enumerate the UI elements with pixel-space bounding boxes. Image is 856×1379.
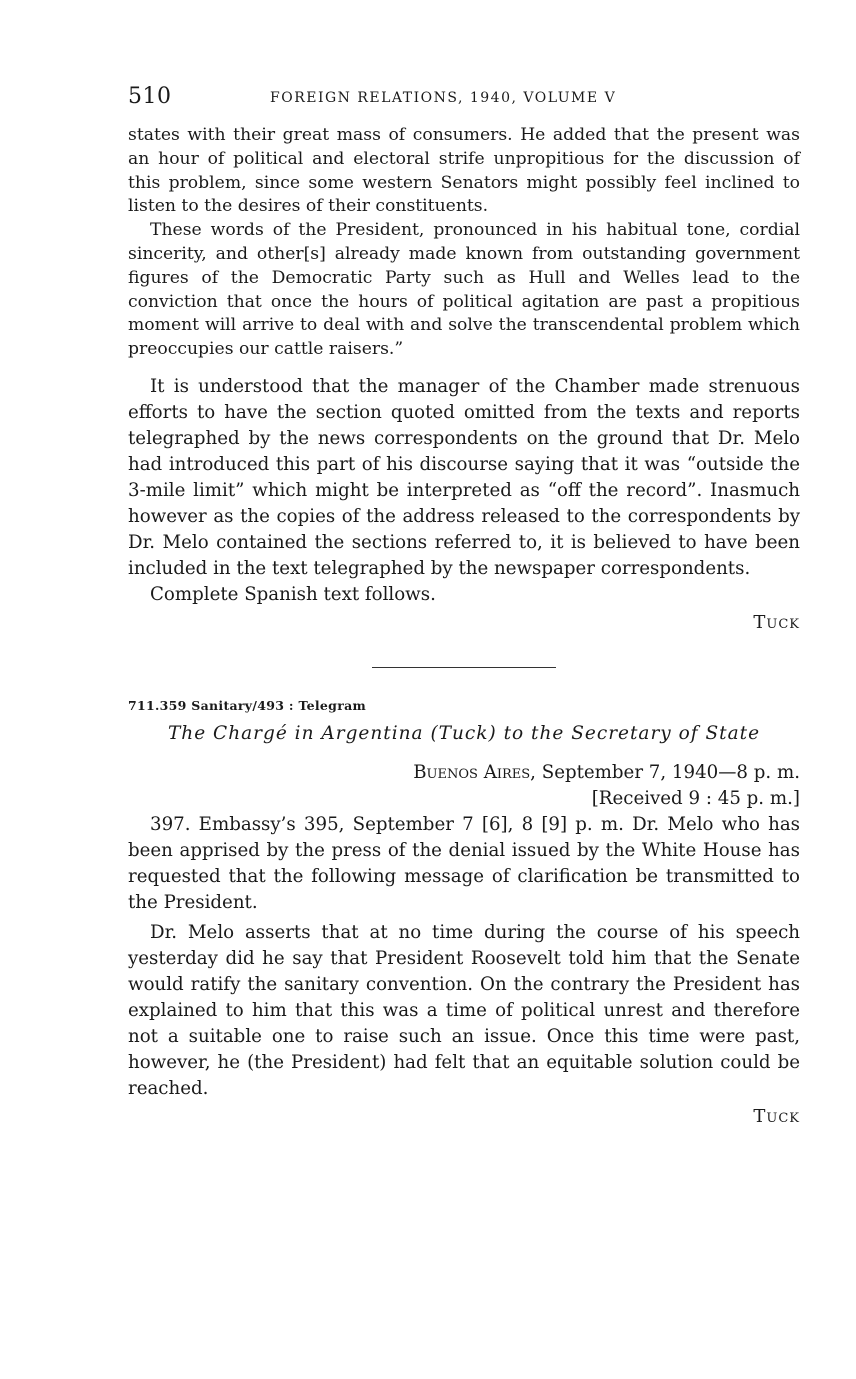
signature: Tuck — [753, 611, 800, 633]
page-header — [128, 84, 800, 114]
file-reference: 711.359 Sanitary/493 : Telegram — [128, 697, 367, 713]
body-paragraph: Dr. Melo asserts that at no time during the course of his speech yesterday did he say that President Roosevelt told him that the Senate would ratify the sanitary convention. On the contrary the President has explained to him that this was a time of political unrest and therefore not a suitable one to raise such an issue. Once this time were past, however, he (the President) had felt that an equitable solution could be reached. — [128, 921, 800, 1099]
body-paragraph: 397. Embassy’s 395, September 7 [6], 8 [9] p. m. Dr. Melo who has been apprised by the press of the denial issued by the White House has requested that the following message of clarification be transmitted to the President. — [128, 813, 800, 913]
signature: Tuck — [753, 1105, 800, 1127]
quote-paragraph: states with their great mass of consumers. He added that the present was an hour of political and electoral strife unpropitious for the discussion of this problem, since some western Senators might possibly feel inclined to listen to the desires of their constituents. — [128, 125, 800, 217]
dateline-place: Buenos Aires — [413, 761, 531, 783]
page-number: 510 — [128, 84, 172, 109]
quote-paragraph: These words of the President, pronounced in his habitual tone, cordial sincerity, and other[s] already made known from outstanding government figures of the Democratic Party such as Hull and Welles lead to the conviction that once the hours of political agitation are past a propitious moment will arrive to deal with and solve the transcendental problem which preoccupies our cattle raisers.” — [128, 220, 800, 360]
body-paragraph: Complete Spanish text follows. — [150, 583, 436, 605]
received-note: [Received 9 : 45 p. m.] — [591, 787, 800, 809]
section-divider — [372, 667, 556, 668]
telegram-body-2 — [128, 812, 800, 1102]
telegram-body-1 — [128, 374, 800, 608]
quoted-speech-block — [128, 124, 800, 362]
document-title: The Chargé in Argentina (Tuck) to the Secretary of State — [167, 722, 761, 744]
document-page — [128, 84, 800, 1127]
running-head: FOREIGN RELATIONS, 1940, VOLUME V — [270, 90, 617, 106]
body-paragraph: It is understood that the manager of the Chamber made strenuous efforts to have the section quoted omitted from the texts and reports telegraphed by the news correspondents on the ground that Dr. Melo had introduced this part of his discourse saying that it was “outside the 3-mile limit” which might be interpreted as “off the record”. Inasmuch however as the copies of the address released to the correspondents by Dr. Melo contained the sections referred to, it is believed to have been included in the text telegraphed by the newspaper correspondents. — [128, 375, 800, 579]
dateline — [128, 760, 800, 812]
dateline-date: , September 7, 1940—8 p. m. — [530, 761, 800, 783]
